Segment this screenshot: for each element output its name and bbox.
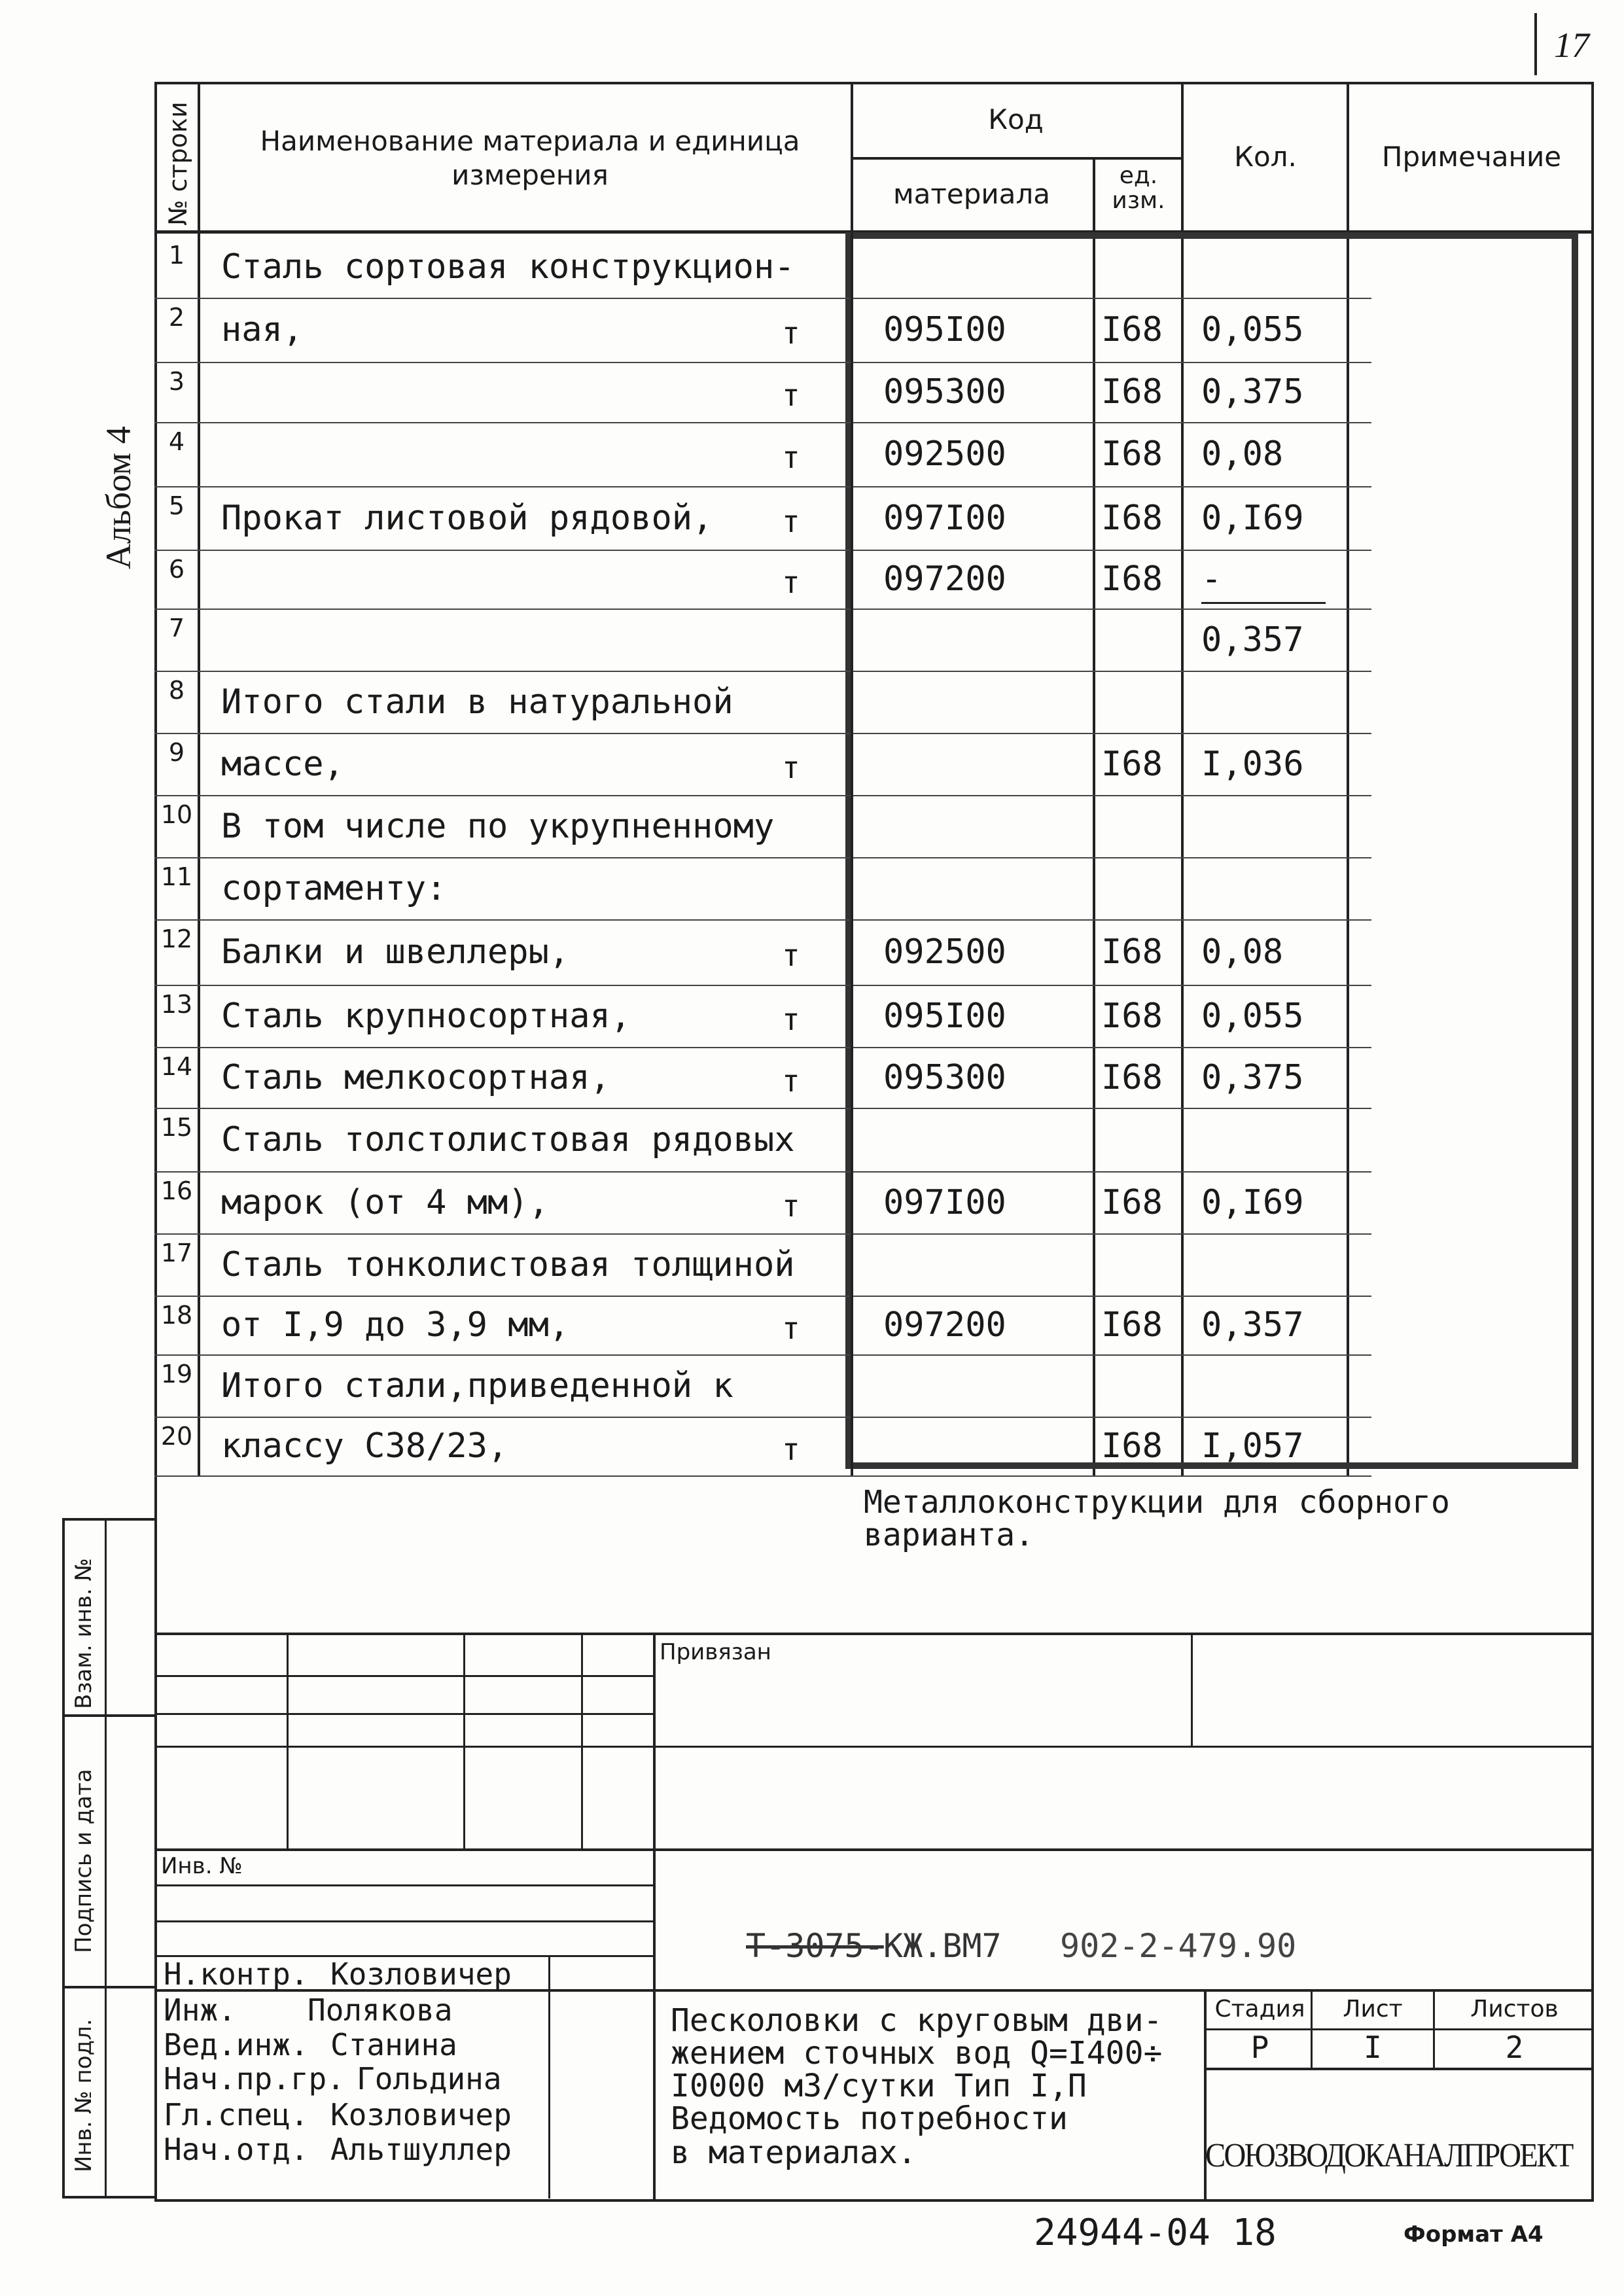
- signature-name: Станина: [330, 2027, 457, 2062]
- material-name: Прокат листовой рядовой,: [221, 499, 713, 538]
- material-name: Итого стали,приведенной к: [221, 1366, 733, 1405]
- row-number: 3: [168, 367, 185, 396]
- quantity: 0,357: [1201, 1305, 1304, 1345]
- row-number: 13: [160, 990, 193, 1019]
- sheet-value: I: [1364, 2030, 1382, 2065]
- row-separator: [154, 795, 1371, 796]
- unit-code: I68: [1101, 932, 1163, 972]
- album-label: Альбом 4: [99, 426, 138, 569]
- signature-role: Инж.: [164, 1992, 236, 2028]
- signature-role: Гл.спец.: [164, 2097, 309, 2132]
- stamp-row-b: [154, 1713, 653, 1715]
- unit-code: I68: [1101, 1305, 1163, 1345]
- title-line: в материалах.: [671, 2134, 917, 2171]
- unit-code: I68: [1101, 745, 1163, 784]
- stamp-col2: [463, 1633, 465, 1848]
- row-number: 15: [160, 1113, 193, 1142]
- title-line: Ведомость потребности: [671, 2100, 1068, 2137]
- header-note: Примечание: [1381, 141, 1562, 173]
- sheets-label: Листов: [1470, 1996, 1559, 2022]
- title-line: Песколовки с круговым дви-: [671, 2002, 1163, 2039]
- quantity: I,036: [1201, 745, 1304, 784]
- unit: т: [782, 1432, 800, 1467]
- row-separator: [154, 985, 1371, 986]
- stamp-row-c: [154, 1746, 1594, 1748]
- material-code: 095300: [883, 372, 1006, 412]
- stamp-top-line: [154, 1633, 1594, 1635]
- material-code: 095300: [883, 1058, 1006, 1097]
- quantity: 0,I69: [1201, 1183, 1304, 1222]
- row-number: 10: [160, 800, 193, 829]
- unit: т: [782, 1188, 800, 1224]
- unit: т: [782, 1002, 800, 1037]
- stamp-col-privyazan: [1191, 1633, 1193, 1747]
- unit: т: [782, 440, 800, 475]
- material-name: Сталь сортовая конструкцион-: [221, 247, 795, 287]
- quantity: 0,055: [1201, 997, 1304, 1036]
- row-separator: [154, 1108, 1371, 1109]
- row-number: 18: [160, 1301, 193, 1330]
- row-number: 2: [168, 303, 185, 332]
- row-number: 16: [160, 1176, 193, 1205]
- header-material-code: материала: [892, 178, 1050, 210]
- side-stamp-sep1: [62, 1714, 154, 1717]
- title-line: жением сточных вод Q=I400÷: [671, 2035, 1163, 2072]
- quantity: -: [1201, 559, 1222, 599]
- row-separator: [154, 1296, 1371, 1297]
- row-separator: [154, 1475, 1371, 1477]
- stamp-col4: [653, 1633, 656, 2202]
- footer-number: 24944-04 18: [1034, 2212, 1277, 2254]
- page-number-bar: [1534, 13, 1537, 75]
- row-number: 11: [160, 862, 193, 891]
- side-stamp-vsep: [105, 1518, 107, 2199]
- quantity: I,057: [1201, 1426, 1304, 1466]
- quantity: 0,375: [1201, 1058, 1304, 1097]
- stamp-row-e: [154, 1884, 653, 1886]
- side-label-vzam: Взам. инв. №: [71, 1558, 97, 1709]
- stage-label: Стадия: [1214, 1996, 1305, 2022]
- doc-code-struck: Т-3075-: [746, 1927, 884, 1965]
- row-number: 8: [168, 676, 185, 705]
- row-separator: [154, 1354, 1371, 1356]
- unit: т: [782, 938, 800, 973]
- project-number: 902-2-479.90: [1060, 1927, 1297, 1965]
- quantity: 0,I69: [1201, 499, 1304, 538]
- row-separator: [154, 1233, 1371, 1235]
- row-separator: [154, 298, 1371, 299]
- stamp-row-a: [154, 1675, 653, 1677]
- quantity: 0,08: [1201, 434, 1284, 474]
- code-header-line: [851, 157, 1181, 160]
- material-name: Сталь мелкосортная,: [221, 1058, 610, 1097]
- row-number: 9: [168, 738, 185, 767]
- organization-name: СОЮЗВОДОКАНАЛПРОЕКТ: [1205, 2137, 1572, 2174]
- unit-code: I68: [1101, 1426, 1163, 1466]
- material-code: 097200: [883, 1305, 1006, 1345]
- side-label-inv-podl: Инв. № подл.: [71, 2019, 97, 2172]
- material-name: Балки и швеллеры,: [221, 932, 570, 972]
- material-code: 097200: [883, 559, 1006, 599]
- header-code: Код: [988, 103, 1044, 135]
- privyazan-label: Привязан: [660, 1639, 771, 1665]
- row-number: 20: [160, 1422, 193, 1451]
- row-separator: [154, 486, 1371, 487]
- unit: т: [782, 1311, 800, 1346]
- side-label-podpis: Подпись и дата: [71, 1769, 97, 1953]
- row-separator: [154, 1171, 1371, 1173]
- material-name: сортаменту:: [221, 869, 447, 908]
- unit: т: [782, 750, 800, 785]
- row-number: 7: [168, 614, 185, 643]
- row-number: 6: [168, 555, 185, 584]
- row-separator: [154, 362, 1371, 363]
- signature-role: Н.контр.: [164, 1956, 309, 1992]
- note-line-1: Металлоконструкции для сборного: [864, 1484, 1450, 1521]
- signature-name: Козловичер: [330, 1956, 512, 1992]
- row-number: 19: [160, 1360, 193, 1388]
- row-number: 5: [168, 491, 185, 520]
- unit-code: I68: [1101, 310, 1163, 349]
- row-separator: [154, 422, 1371, 423]
- col-sep-name-code: [851, 232, 853, 1475]
- material-code: 095I00: [883, 997, 1006, 1036]
- material-code: 097I00: [883, 499, 1006, 538]
- quantity: 0,357: [1201, 620, 1304, 660]
- material-code: 095I00: [883, 310, 1006, 349]
- signature-col: [548, 1956, 550, 2199]
- header-unit-code: ед. изм.: [1112, 162, 1165, 214]
- unit: т: [782, 1063, 800, 1099]
- material-code: 092500: [883, 434, 1006, 474]
- row-separator: [154, 1047, 1371, 1048]
- material-name: ная,: [221, 310, 304, 349]
- title-line: I0000 м3/сутки Тип I,П: [671, 2068, 1087, 2104]
- row-number: 12: [160, 925, 193, 953]
- stage-row-2: [1204, 2068, 1594, 2070]
- material-name: В том числе по укрупненному: [221, 807, 775, 846]
- row-number: 4: [168, 427, 185, 456]
- row-number: 14: [160, 1052, 193, 1081]
- material-name: Сталь тонколистовая толщиной: [221, 1245, 795, 1284]
- row-separator: [154, 671, 1371, 672]
- signature-role: Нач.пр.гр.: [164, 2061, 345, 2096]
- stamp-row-d: [154, 1848, 1594, 1851]
- material-name: классу С38/23,: [221, 1426, 508, 1466]
- signature-role: Нач.отд.: [164, 2132, 309, 2167]
- unit-code: I68: [1101, 997, 1163, 1036]
- signature-name: Полякова: [308, 1992, 453, 2028]
- row-separator: [154, 919, 1371, 921]
- row-separator: [154, 733, 1371, 734]
- format-label: Формат А4: [1403, 2221, 1544, 2248]
- unit-code: I68: [1101, 1058, 1163, 1097]
- material-code: 097I00: [883, 1183, 1006, 1222]
- material-code: 092500: [883, 932, 1006, 972]
- data-block-border: [845, 232, 1578, 1469]
- header-qty: Кол.: [1234, 141, 1297, 173]
- page-number: 17: [1554, 26, 1589, 65]
- material-name: Итого стали в натуральной: [221, 682, 733, 722]
- side-stamp-sep2: [62, 1986, 154, 1988]
- note-line-2: варианта.: [864, 1517, 1034, 1553]
- quantity: 0,08: [1201, 932, 1284, 972]
- subtotal-underline: [1201, 602, 1326, 604]
- stamp-row-f: [154, 1920, 653, 1922]
- row-separator: [154, 609, 1371, 610]
- row-number: 1: [168, 241, 185, 270]
- unit-code: I68: [1101, 499, 1163, 538]
- unit-code: I68: [1101, 559, 1163, 599]
- unit-code: I68: [1101, 372, 1163, 412]
- stamp-col1: [287, 1633, 289, 1848]
- unit: т: [782, 315, 800, 351]
- header-name: Наименование материала и единица измерения: [260, 125, 800, 191]
- row-separator: [154, 1417, 1371, 1418]
- material-name: массе,: [221, 745, 344, 784]
- row-separator: [154, 550, 1371, 551]
- sheet-label: Лист: [1343, 1996, 1403, 2022]
- unit: т: [782, 378, 800, 413]
- material-name: Сталь крупносортная,: [221, 997, 631, 1036]
- col-sep-rowno: [198, 82, 200, 1475]
- unit-code: I68: [1101, 1183, 1163, 1222]
- doc-code: КЖ.ВМ7: [883, 1927, 1002, 1965]
- signature-role: Вед.инж.: [164, 2027, 309, 2062]
- quantity: 0,375: [1201, 372, 1304, 412]
- signature-name: Гольдина: [357, 2061, 502, 2096]
- unit: т: [782, 504, 800, 539]
- unit-code: I68: [1101, 434, 1163, 474]
- unit: т: [782, 565, 800, 600]
- stage-value: Р: [1250, 2030, 1269, 2065]
- header-row-no: № строки: [164, 101, 192, 226]
- material-name: марок (от 4 мм),: [221, 1183, 549, 1222]
- sheets-value: 2: [1505, 2030, 1524, 2065]
- inv-no-label: Инв. №: [161, 1853, 243, 1879]
- row-separator: [154, 857, 1371, 858]
- row-number: 17: [160, 1239, 193, 1267]
- material-name: Сталь толстолистовая рядовых: [221, 1120, 795, 1159]
- stamp-col3: [581, 1633, 583, 1848]
- signature-name: Альтшуллер: [330, 2132, 512, 2167]
- signature-name: Козловичер: [330, 2097, 512, 2132]
- quantity: 0,055: [1201, 310, 1304, 349]
- material-name: от I,9 до 3,9 мм,: [221, 1305, 570, 1345]
